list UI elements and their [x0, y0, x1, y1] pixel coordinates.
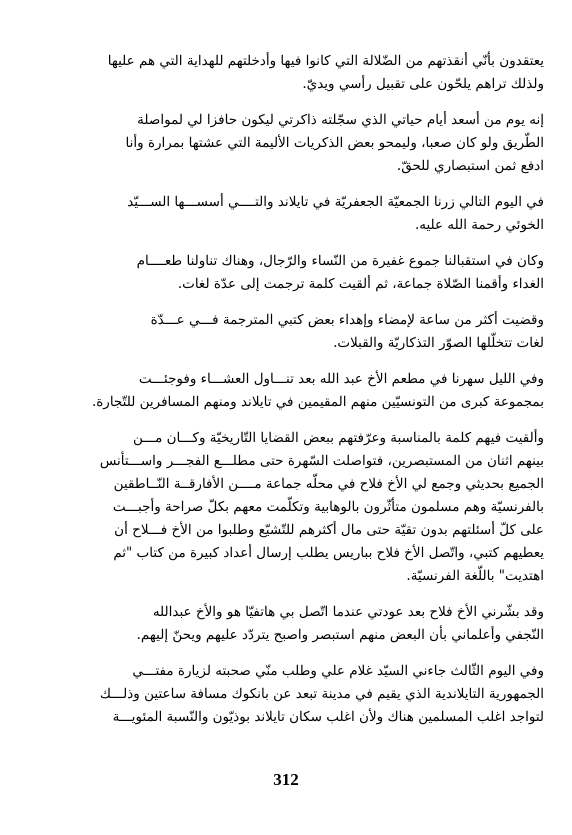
text-line: الجميع بحديثي وجمع لي الأخ فلاح في محلّه جماعة مــــن الأفارقــة النّــاطقين [113, 476, 544, 492]
paragraph [38, 191, 544, 237]
text-line: لتواجد اغلب المسلمين هناك ولأن اغلب سكان تايلاند بوذيّون والنّسبة المئويـــة [112, 709, 544, 725]
paragraph [38, 309, 544, 355]
text-line: على كلّ أسئلتهم بدون تقيّة حتى مال أكثرهم للتّشيّع وطلبوا من الأخ فـــلاح أن [114, 522, 544, 538]
text-line: وألقيت فيهم كلمة بالمناسبة وعرّفتهم ببعض القضايا التّاريخيّة وكـــان مـــن [132, 430, 544, 446]
text-line: وكان في استقبالنا جموع غفيرة من النّساء والرّجال، وهناك تناولنا طعــــام [136, 253, 544, 269]
text-line: الخوئي رحمة الله عليه. [414, 217, 544, 233]
text-line: وقضيت أكثر من ساعة لإمضاء وإهداء بعض كتبي المترجمة فـــي عـــدّة [150, 312, 544, 328]
paragraph [38, 50, 544, 96]
text-line: بالفرنسيّة وهم مسلمون متأثّرون بالوهابية وتكلّمت معهم بكلّ صراحة وأجبـــت [112, 499, 544, 515]
paragraph [38, 109, 544, 178]
text-line: ولذلك تراهم يلحّون على تقبيل رأسي ويديّ. [302, 76, 544, 92]
text-line: إنه يوم من أسعد أيام حياتي الذي سجّلته ذاكرتي ليكون حافزا لي لمواصلة [137, 112, 544, 128]
page-number: 312 [273, 770, 299, 789]
paragraph [38, 368, 544, 414]
text-line: ادفع ثمن استبصاري للحقّ. [396, 158, 544, 174]
text-line: يعتقدون بأنّي أنقذتهم من الضّلالة التي كانوا فيها وأدخلتهم للهداية التي هم عليها [107, 53, 544, 69]
body-text [38, 50, 544, 742]
paragraph [38, 250, 544, 296]
text-line: وفي الليل سهرنا في مطعم الأخ عبد الله بعد تنـــاول العشـــاء وفوجئـــت [138, 371, 544, 387]
text-line: لغات تتخلّلها الصوّر التذكاريّة والقبلات. [333, 335, 544, 351]
text-line: الغداء وأقمنا الصّلاة جماعة، ثم ألقيت كلمة ترجمت إلى عدّة لغات. [177, 276, 544, 292]
text-line: بمجموعة كبرى من التونسيّين منهم المقيمين في تايلاند ومنهم المسافرين للتّجارة. [91, 394, 544, 410]
text-line: النّجفي وأعلماني بأن البعض منهم استبصر واصبح يتردّد عليهم ويحنّ إليهم. [136, 627, 544, 643]
paragraph [38, 660, 544, 729]
paragraph [38, 601, 544, 647]
text-line: في اليوم التالي زرنا الجمعيّة الجعفريّة في تايلاند والتــــي أسســـها الســـيّد [127, 194, 544, 210]
paragraph [38, 427, 544, 588]
text-line: بينهم اثنان من المستبصرين، فتواصلت السّهرة حتى مطلـــع الفجـــر واســـتأنس [99, 453, 544, 469]
text-line: وفي اليوم الثّالث جاءني السيّد غلام علي وطلب منّي صحبته لزيارة مفتـــي [132, 663, 544, 679]
text-line: الطّريق ولو كان صعبا، وليمحو بعض الذكريات الأليمة التي عشتها بمرارة وأنا [125, 135, 544, 151]
text-line: وقد بشّرني الأخ فلاح بعد عودتي عندما اتّصل بي هاتفيّا هو والأخ عبدالله [152, 604, 544, 620]
text-line: الجمهورية التايلاندية الذي يقيم في مدينة تبعد عن بانكوك مسافة ساعتين وذلـــك [99, 686, 544, 702]
text-line: اهتديت" باللّغة الفرنسيّة. [406, 568, 544, 584]
text-line: يعطيهم كتبي، واتّصل الأخ فلاح بباريس يطلب إرسال أعداد كبيرة من كتاب "ثم [113, 545, 544, 561]
